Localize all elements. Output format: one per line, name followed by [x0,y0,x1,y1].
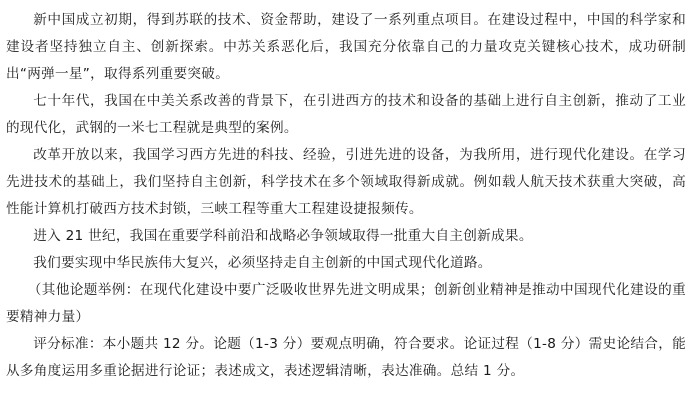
paragraph-conclusion: 我们要实现中华民族伟大复兴，必须坚持走自主创新的中国式现代化道路。 [33,255,492,271]
paragraph-other-topics: （其他论题举例：在现代化建设中要广泛吸收世界先进文明成果；创新创业精神是推动中国现代化建设的重要精神力量） [6,282,686,325]
paragraph-21st-century: 进入 21 世纪，我国在重要学科前沿和战略必争领域取得一批重大自主创新成果。 [33,228,533,244]
paragraph-reform-opening: 改革开放以来，我国学习西方先进的科技、经验，引进先进的设备，为我所用，进行现代化建设。在学习先进技术的基础上，我们坚持自主创新，科学技术在多个领域取得新成就。例如载人航天技术获重大突破，高性能计算机打破西方技术封锁，三峡工程等重大工程建设捷报频传。 [6,147,686,217]
paragraph-early-prc-tech: 新中国成立初期，得到苏联的技术、资金帮助，建设了一系列重点项目。在建设过程中，中国的科学家和建设者坚持独立自主、创新探索。中苏关系恶化后，我国充分依靠自己的力量攻克关键核心技术，成功研制出“两弹一星”，取得系列重要突破。 [6,12,686,82]
paragraph-seventies: 七十年代，我国在中美关系改善的背景下，在引进西方的技术和设备的基础上进行自主创新，推动了工业的现代化，武钢的一米七工程就是典型的案例。 [6,93,686,136]
answer-document [6,0,686,385]
paragraph-scoring-criteria: 评分标准：本小题共 12 分。论题（1-3 分）要观点明确，符合要求。论证过程（1-8 分）需史论结合，能从多角度运用多重论据进行论证；表述成文，表述逻辑清晰，表达准确。总结 1 分。 [6,336,686,379]
